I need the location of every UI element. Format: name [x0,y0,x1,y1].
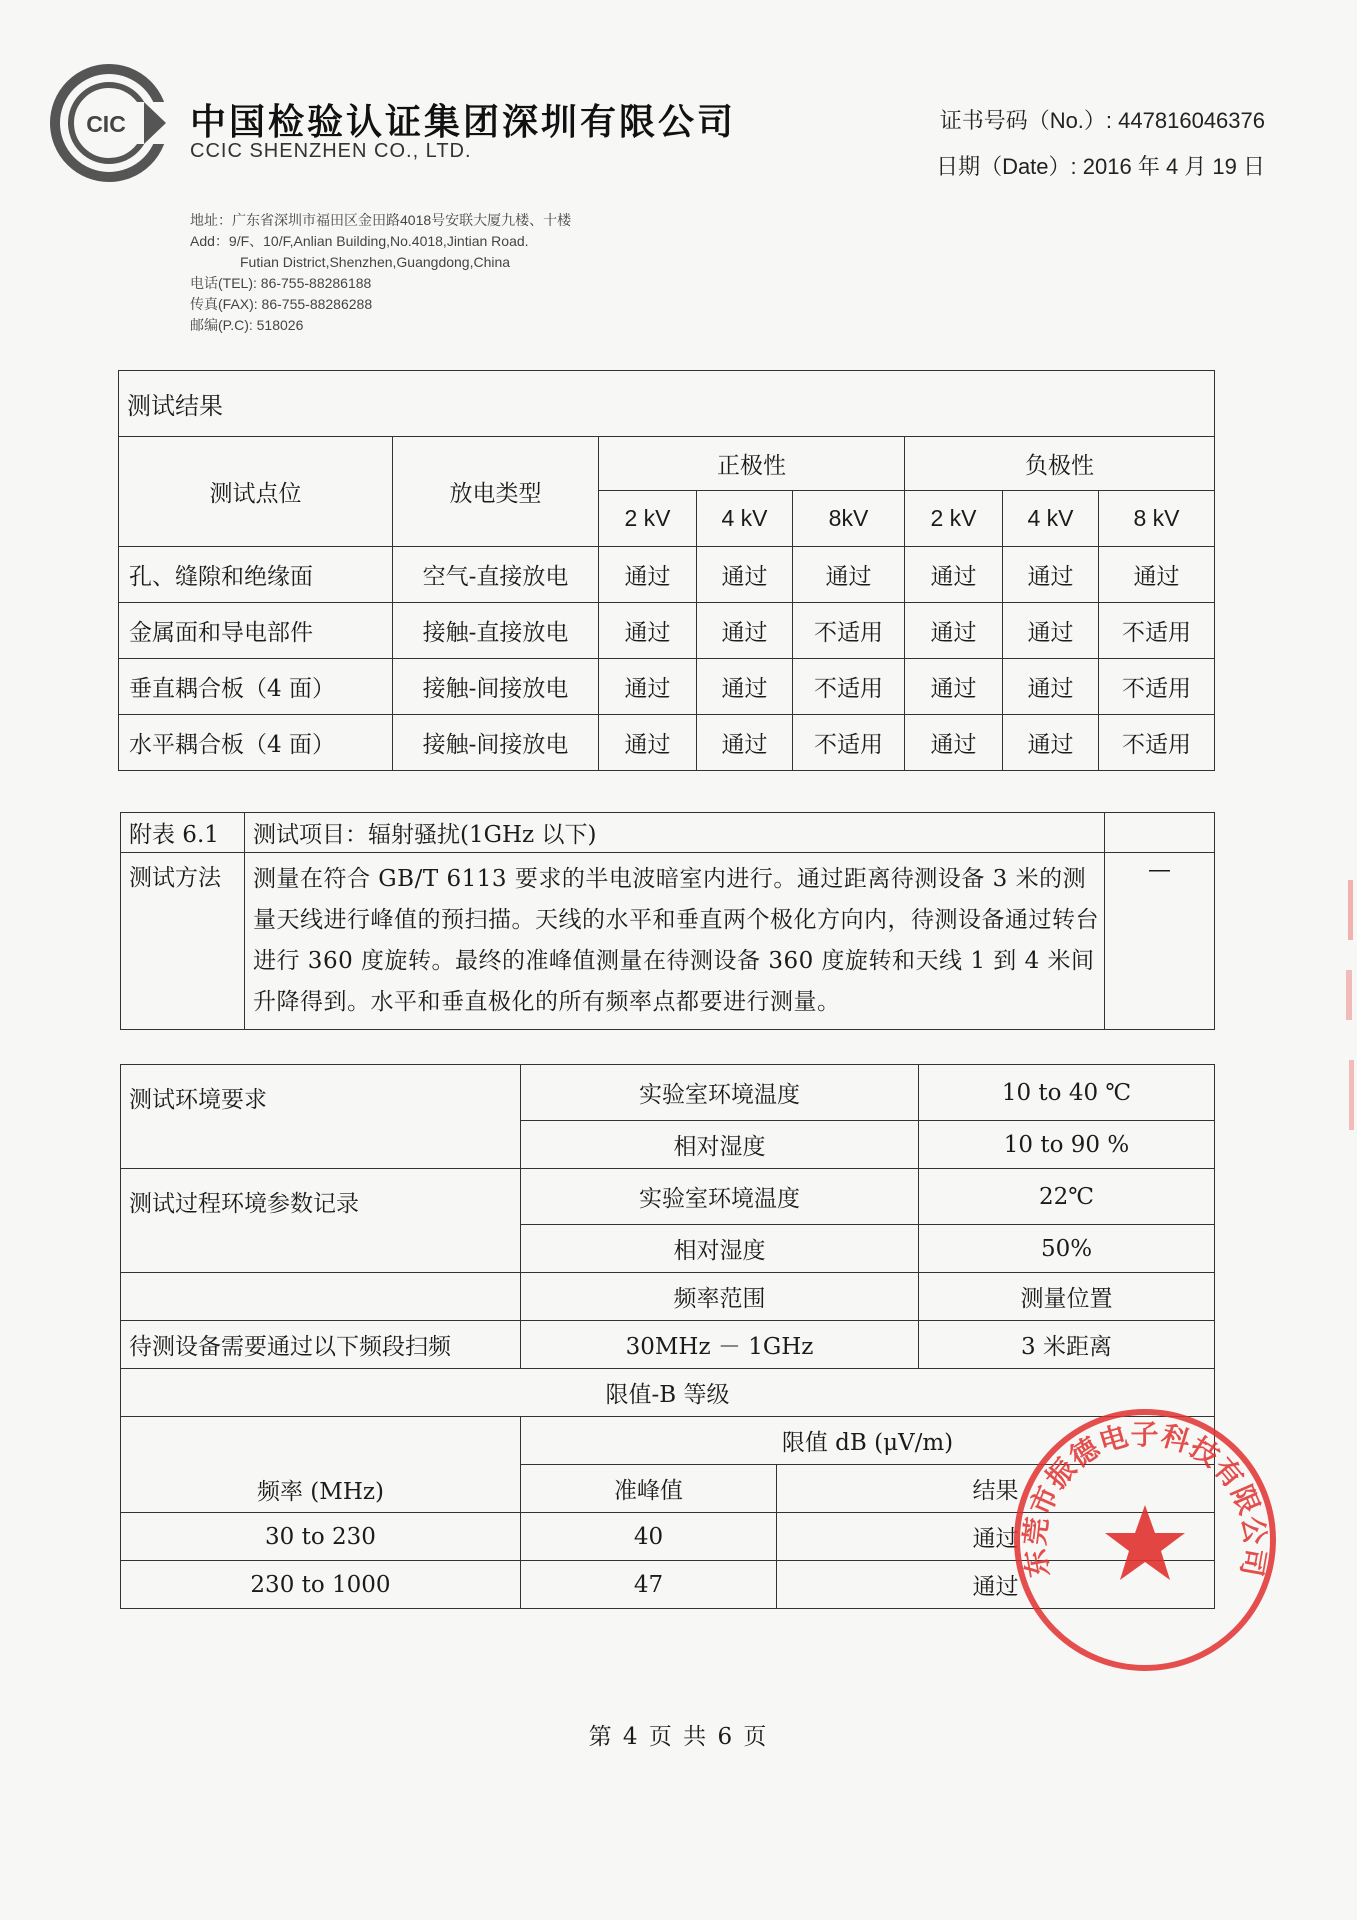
test-point: 垂直耦合板（4 面） [119,659,393,715]
company-seal [1010,1405,1280,1675]
address-line: 电话(TEL): 86-755-88286188 [190,275,372,291]
result-cell: 通过 [1003,547,1099,603]
result-cell: 通过 [793,547,905,603]
company-address [190,210,571,336]
svg-text:东莞市振德电子科技有限公司: 东莞市振德电子科技有限公司 [1018,1417,1272,1580]
discharge-type: 接触-直接放电 [393,603,599,659]
page-number: 第 4 页 共 6 页 [588,1724,769,1750]
result-cell: 不适用 [793,715,905,771]
result-cell: 通过 [697,659,793,715]
result-cell: 通过 [1003,603,1099,659]
result-cell: 不适用 [793,603,905,659]
level-header: 4 kV [1003,491,1099,547]
humidity-label: 相对湿度 [521,1225,919,1273]
discharge-type: 接触-间接放电 [393,659,599,715]
result-cell: 通过 [697,547,793,603]
env-req-temp: 10 to 40 ℃ [919,1065,1215,1121]
limit-unit-header: 限值 dB (μV/m) [521,1417,1215,1465]
col-positive-polarity: 正极性 [599,437,905,491]
table-row [119,659,1215,715]
company-name-en: CCIC SHENZHEN CO., LTD. [190,140,472,162]
company-name-cn: 中国检验认证集团深圳有限公司 [190,102,737,143]
result-cell: 通过 [599,603,697,659]
env-rec-humidity: 50% [919,1225,1215,1273]
annex-label: 附表 6.1 [121,813,245,853]
result-cell: 通过 [697,715,793,771]
limit-result: 通过 [777,1561,1215,1609]
result-cell: 通过 [1099,547,1215,603]
limit-qp: 47 [521,1561,777,1609]
env-req-humidity: 10 to 90 % [919,1121,1215,1169]
result-cell: 通过 [905,659,1003,715]
test-point: 孔、缝隙和绝缘面 [119,547,393,603]
result-cell: 不适用 [1099,715,1215,771]
discharge-type: 接触-间接放电 [393,715,599,771]
address-line: 传真(FAX): 86-755-88286288 [190,296,373,312]
level-header: 4 kV [697,491,793,547]
result-cell: 不适用 [1099,603,1215,659]
esd-table-title: 测试结果 [119,371,1215,437]
limit-result: 通过 [777,1513,1215,1561]
result-cell: 通过 [599,715,697,771]
address-line: Futian District,Shenzhen,Guangdong,China [240,254,511,270]
level-header: 8kV [793,491,905,547]
result-cell: 通过 [1003,715,1099,771]
result-cell: 通过 [599,547,697,603]
result-cell: 通过 [905,603,1003,659]
col-test-point: 测试点位 [119,437,393,547]
qp-column-header: 准峰值 [521,1465,777,1513]
esd-results-table [118,370,1215,771]
result-cell: 通过 [599,659,697,715]
method-label: 测试方法 [121,853,245,1030]
empty-cell [1105,813,1215,853]
address-line: 地址：广东省深圳市福田区金田路4018号安联大厦九楼、十楼 [190,212,572,228]
ccic-logo [48,62,170,184]
address-line: 邮编(P.C): 518026 [190,317,304,333]
test-point: 水平耦合板（4 面） [119,715,393,771]
freq-column-header: 频率 (MHz) [121,1417,521,1513]
empty-cell [121,1273,521,1321]
freq-range-label: 频率范围 [521,1273,919,1321]
level-header: 2 kV [905,491,1003,547]
address-line: Add：9/F、10/F,Anlian Building,No.4018,Jintian Road. [190,233,529,249]
result-column-header: 结果 [777,1465,1215,1513]
date-label: 日期（Date）: [936,154,1077,179]
temp-label: 实验室环境温度 [521,1065,919,1121]
test-item: 测试项目：辐射骚扰(1GHz 以下) [245,813,1105,853]
limit-qp: 40 [521,1513,777,1561]
humidity-label: 相对湿度 [521,1121,919,1169]
meas-position-label: 测量位置 [919,1273,1215,1321]
env-record-label: 测试过程环境参数记录 [121,1169,521,1273]
limit-class: 限值-B 等级 [121,1369,1215,1417]
method-result: — [1105,853,1215,1030]
level-header: 8 kV [1099,491,1215,547]
temp-label: 实验室环境温度 [521,1169,919,1225]
method-text: 测量在符合 GB/T 6113 要求的半电波暗室内进行。通过距离待测设备 3 米的测量天线进行峰值的预扫描。天线的水平和垂直两个极化方向内，待测设备通过转台进行 360 度旋转。最终的准峰值测量在待测设备 360 度旋转和天线 1 到 4 米间升降得到。水平和垂直极化的所有频率点都要进行测量。 [245,853,1105,1030]
level-header: 2 kV [599,491,697,547]
result-cell: 不适用 [1099,659,1215,715]
discharge-type: 空气-直接放电 [393,547,599,603]
env-requirement-label: 测试环境要求 [121,1065,521,1169]
scan-range: 30MHz － 1GHz [521,1321,919,1369]
env-rec-temp: 22℃ [919,1169,1215,1225]
scan-label: 待测设备需要通过以下频段扫频 [121,1321,521,1369]
result-cell: 不适用 [793,659,905,715]
table-row [119,547,1215,603]
date-value: 2016 年 4 月 19 日 [1082,154,1265,179]
scan-position: 3 米距离 [919,1321,1215,1369]
col-negative-polarity: 负极性 [905,437,1215,491]
svg-text:CIC: CIC [86,111,126,137]
result-cell: 通过 [905,547,1003,603]
limit-freq: 30 to 230 [121,1513,521,1561]
edge-stamp-mark [1334,880,1357,1140]
cert-no-label: 证书号码（No.）: [939,108,1113,133]
col-discharge-type: 放电类型 [393,437,599,547]
result-cell: 通过 [697,603,793,659]
result-cell: 通过 [905,715,1003,771]
radiation-method-table [120,812,1215,1030]
table-row [119,603,1215,659]
table-row [119,715,1215,771]
result-cell: 通过 [1003,659,1099,715]
cert-no-value: 447816046376 [1118,108,1265,133]
certificate-number [940,104,1265,135]
certificate-date [936,150,1265,181]
test-point: 金属面和导电部件 [119,603,393,659]
limit-freq: 230 to 1000 [121,1561,521,1609]
